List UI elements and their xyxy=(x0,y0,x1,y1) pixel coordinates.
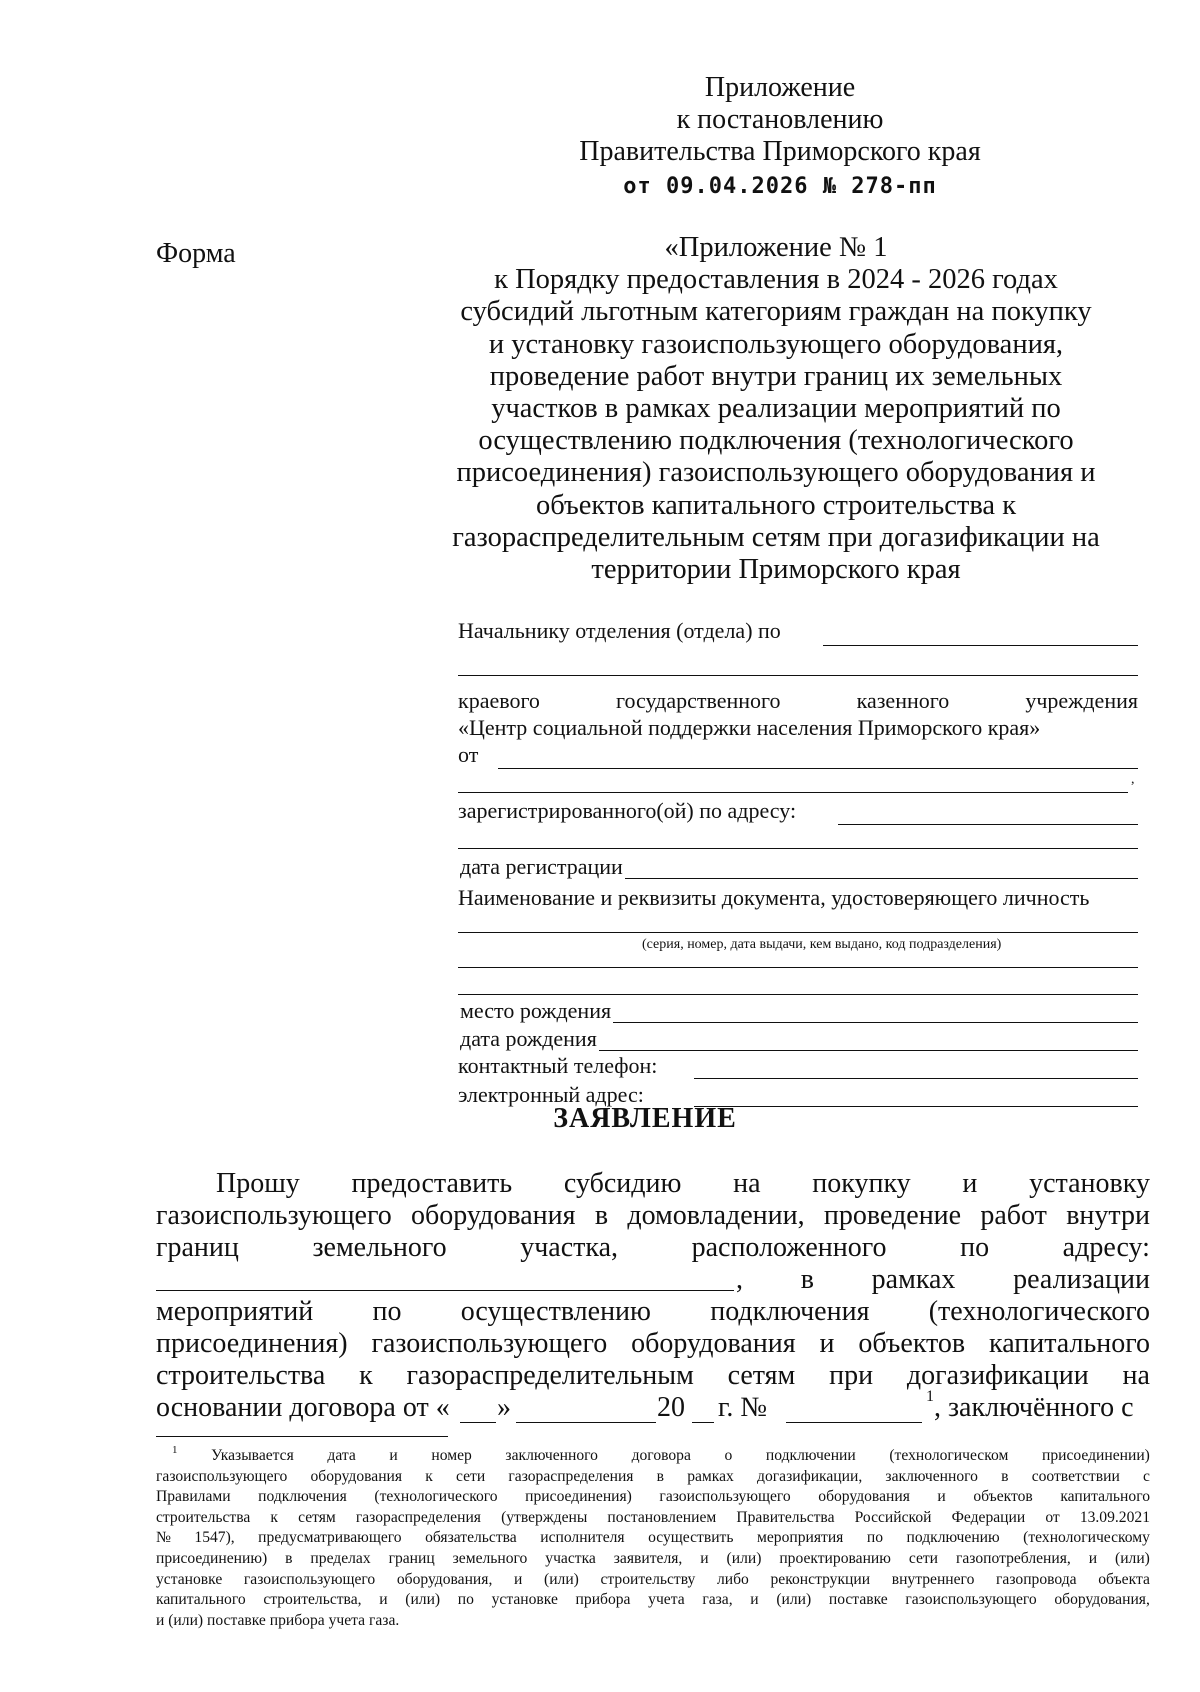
word: строительству xyxy=(600,1570,696,1588)
word: подключении xyxy=(765,1447,856,1464)
word: оборудования, xyxy=(1054,1591,1150,1609)
word: газоиспользующего xyxy=(156,1200,392,1231)
footnote-line xyxy=(156,1528,1150,1549)
word: либо xyxy=(717,1570,749,1588)
word: мероприятия xyxy=(756,1529,844,1547)
word: по xyxy=(866,1529,884,1547)
word: дата xyxy=(327,1447,356,1464)
appendix-line: территории Приморского края xyxy=(591,554,961,586)
word: установке xyxy=(156,1570,223,1588)
word: (или) xyxy=(544,1570,579,1588)
word: участка, xyxy=(520,1232,618,1263)
word: прибора xyxy=(575,1591,631,1609)
word: по xyxy=(372,1296,402,1327)
word: сети xyxy=(456,1467,486,1485)
word: проектированию xyxy=(779,1549,891,1567)
word: подключению xyxy=(906,1529,1000,1547)
appendix-line: осуществлению подключения (технологического xyxy=(478,425,1074,457)
word: (технологического xyxy=(928,1296,1150,1327)
word: на xyxy=(1122,1360,1150,1391)
word: газоиспользующего xyxy=(659,1488,791,1506)
appendix-line: присоединения) газоиспользующего оборудования и xyxy=(456,457,1096,489)
word: в xyxy=(656,1467,665,1485)
word: установке xyxy=(491,1591,558,1609)
property-address-field[interactable] xyxy=(156,1290,734,1291)
word: строительства xyxy=(156,1508,251,1526)
word: объекта xyxy=(1098,1570,1150,1588)
word: Указывается xyxy=(211,1447,294,1464)
word: капитального xyxy=(156,1591,246,1609)
appendix-line: участков в рамках реализации мероприятий по xyxy=(491,393,1061,425)
forma-label: Форма xyxy=(156,238,236,269)
word: обязательства xyxy=(425,1529,517,1547)
head-of-field[interactable] xyxy=(823,645,1138,646)
word: и xyxy=(389,1447,398,1464)
word: Правительства xyxy=(736,1508,835,1526)
statement-line xyxy=(156,1360,1150,1392)
word: субсидию xyxy=(563,1168,682,1199)
word: капитального xyxy=(1060,1488,1150,1506)
statement-line xyxy=(156,1296,1150,1328)
footnote-mark: 1 xyxy=(172,1444,178,1456)
word: догазификации, xyxy=(757,1467,863,1485)
word: Федерации xyxy=(951,1508,1026,1526)
word: 1547), xyxy=(194,1529,235,1547)
id-doc-field-3[interactable] xyxy=(458,994,1138,995)
word: работ xyxy=(980,1200,1047,1231)
word: догазификации xyxy=(906,1360,1089,1391)
institution-words xyxy=(458,688,1138,714)
appendix-line: и установку газоиспользующего оборудования, xyxy=(488,328,1064,360)
contract-month-field[interactable] xyxy=(516,1422,656,1423)
word: реконструкции xyxy=(770,1570,871,1588)
id-doc-hint: (серия, номер, дата выдачи, кем выдано, код подразделения) xyxy=(642,937,1002,952)
word: домовладении, xyxy=(627,1200,805,1231)
registered-label: зарегистрированного(ой) по адресу: xyxy=(458,798,800,824)
word: строительства xyxy=(156,1360,326,1391)
footnote-separator xyxy=(156,1436,448,1437)
word: на xyxy=(733,1168,761,1199)
from-label: от xyxy=(458,742,482,768)
head-of-label: Начальнику отделения (отдела) по xyxy=(458,618,785,644)
word: заключенного xyxy=(885,1467,978,1485)
inst-word: краевого xyxy=(458,688,540,713)
word: оборудования xyxy=(631,1328,796,1359)
word: присоединения) xyxy=(156,1328,348,1359)
word: внутреннего xyxy=(891,1570,975,1588)
word: Прошу xyxy=(216,1168,300,1199)
word: адресу: xyxy=(1062,1232,1150,1263)
id-doc-field-2[interactable] xyxy=(458,967,1138,968)
word: к xyxy=(359,1360,373,1391)
word: проведение xyxy=(823,1200,962,1231)
word: Российской xyxy=(854,1508,932,1526)
statement-line xyxy=(156,1232,1150,1264)
word: (или) xyxy=(405,1591,441,1609)
inst-word: учреждения xyxy=(1025,688,1138,713)
resolution-stamp: от 09.04.2026 № 278-пп xyxy=(623,174,937,199)
word: подключения xyxy=(710,1296,870,1327)
header-block xyxy=(520,72,1040,168)
word: покупку xyxy=(812,1168,911,1199)
word: соответствии xyxy=(1031,1467,1120,1485)
contract-basis-text: основании договора от « xyxy=(156,1392,450,1423)
id-doc-label: Наименование и реквизиты документа, удостоверяющего личность xyxy=(458,885,1093,911)
word: и xyxy=(1088,1549,1098,1567)
footnote xyxy=(156,1446,1150,1631)
word: подключения xyxy=(258,1488,347,1506)
statement-line xyxy=(736,1264,1150,1296)
word: границ xyxy=(156,1232,239,1263)
word: и xyxy=(379,1591,388,1609)
word: пределах xyxy=(310,1549,371,1567)
contract-day-field[interactable] xyxy=(460,1422,496,1423)
appendix-line: газораспределительным сетям при догазификации на xyxy=(452,521,1100,553)
word: газопотребления, xyxy=(955,1549,1071,1567)
word: в xyxy=(285,1549,293,1567)
word: газораспределения xyxy=(508,1467,634,1485)
word: газораспределительным xyxy=(406,1360,694,1391)
word: и xyxy=(700,1549,709,1567)
phone-label: контактный телефон: xyxy=(458,1053,661,1079)
footnote-line xyxy=(156,1570,1150,1591)
word: (утверждены xyxy=(501,1508,588,1526)
head-of-field-2[interactable] xyxy=(458,675,1138,676)
word: присоединению) xyxy=(156,1549,268,1567)
institution-name: «Центр социальной поддержки населения Приморского края» xyxy=(458,715,1044,741)
concluded-with-text: , заключённого с xyxy=(934,1392,1134,1423)
word: (или) xyxy=(1115,1549,1150,1567)
word: сетям xyxy=(298,1508,336,1526)
word: , xyxy=(736,1264,743,1295)
id-doc-field[interactable] xyxy=(458,932,1138,933)
word: газопровода xyxy=(996,1570,1077,1588)
word: № xyxy=(156,1529,171,1547)
word: оборудования xyxy=(310,1467,403,1485)
word: оборудования xyxy=(411,1200,576,1231)
word: в xyxy=(594,1200,609,1231)
year-prefix: 20 xyxy=(657,1392,685,1423)
inst-word: государственного xyxy=(616,688,781,713)
word: объектов xyxy=(858,1328,966,1359)
footnote-ref: 1 xyxy=(926,1388,934,1405)
word: (или) xyxy=(776,1591,812,1609)
word: заключенного xyxy=(505,1447,598,1464)
word: 13.09.2021 xyxy=(1079,1508,1150,1526)
year-suffix-number: г. № xyxy=(718,1392,768,1423)
word: номер xyxy=(431,1447,472,1464)
word: газоиспользующего xyxy=(905,1591,1037,1609)
word: присоединения) xyxy=(525,1488,632,1506)
word: о xyxy=(724,1447,733,1464)
word: газоиспользующего xyxy=(371,1328,608,1359)
word: (технологического xyxy=(374,1488,498,1506)
word: объектов xyxy=(973,1488,1033,1506)
registered-address-field[interactable] xyxy=(838,824,1138,825)
registered-address-field-2[interactable] xyxy=(458,848,1138,849)
header-line: к постановлению xyxy=(676,104,884,135)
document-title: ЗАЯВЛЕНИЕ xyxy=(553,1103,737,1134)
quote-close: » xyxy=(497,1392,511,1423)
word: рамках xyxy=(871,1264,956,1295)
contract-year-field[interactable] xyxy=(692,1422,714,1423)
applicant-name-field-2[interactable] xyxy=(458,792,1128,793)
word: и xyxy=(819,1328,835,1359)
word: оборудования, xyxy=(396,1570,493,1588)
comma-mark: , xyxy=(1131,772,1135,787)
applicant-name-field[interactable] xyxy=(498,768,1138,769)
word: осуществлению xyxy=(460,1296,651,1327)
word: осуществить xyxy=(648,1529,734,1547)
header-line: Приложение xyxy=(704,72,856,103)
word: в xyxy=(1001,1467,1009,1485)
word: оборудования xyxy=(818,1488,910,1506)
footnote-line xyxy=(156,1508,1150,1529)
word: заявителя, xyxy=(613,1549,683,1567)
word: и xyxy=(750,1591,759,1609)
appendix-line: проведение работ внутри границ их земельных xyxy=(489,360,1063,392)
word: рамках xyxy=(687,1467,734,1485)
word: от xyxy=(1045,1508,1060,1526)
inst-word: казенного xyxy=(856,688,950,713)
appendix-line: субсидий льготным категориям граждан на покупку xyxy=(460,296,1092,328)
email-label: электронный адрес: xyxy=(458,1082,648,1108)
word: в xyxy=(800,1264,814,1295)
header-line: Правительства Приморского края xyxy=(579,136,981,167)
word: по xyxy=(960,1232,990,1263)
word: договора xyxy=(631,1447,691,1464)
word: присоединении) xyxy=(1041,1447,1150,1464)
word: при xyxy=(829,1360,874,1391)
word: постановлением xyxy=(607,1508,717,1526)
statement-line xyxy=(156,1328,1150,1360)
appendix-line: объектов капитального строительства к xyxy=(535,489,1017,521)
word: газораспределения xyxy=(355,1508,481,1526)
footnote-line xyxy=(156,1467,1150,1488)
footnote-line xyxy=(156,1487,1150,1508)
appendix-reference xyxy=(440,232,1112,586)
word: (технологическом xyxy=(889,1447,1009,1464)
word: сетям xyxy=(727,1360,796,1391)
word: сети xyxy=(908,1549,939,1567)
word: и xyxy=(962,1168,978,1199)
birth-place-label: место рождения xyxy=(460,998,612,1023)
word: предоставить xyxy=(351,1168,513,1199)
appendix-line: «Приложение № 1 xyxy=(664,232,888,263)
word: (или) xyxy=(726,1549,762,1567)
footnote-line xyxy=(156,1549,1150,1570)
word: земельного xyxy=(312,1232,447,1263)
footnote-last-line: и (или) поставке прибора учета газа. xyxy=(156,1611,400,1629)
word: с xyxy=(1142,1467,1150,1485)
word: земельного xyxy=(452,1549,528,1567)
word: внутри xyxy=(1066,1200,1150,1231)
reg-date-label: дата регистрации xyxy=(460,854,623,879)
word: и xyxy=(937,1488,946,1506)
word: строительства, xyxy=(263,1591,362,1609)
word: учета xyxy=(648,1591,685,1609)
word: и xyxy=(514,1570,523,1588)
statement-line xyxy=(156,1200,1150,1232)
word: к xyxy=(270,1508,278,1526)
appendix-line: к Порядку предоставления в 2024 - 2026 годах xyxy=(494,264,1058,296)
word: газоиспользующего xyxy=(243,1570,376,1588)
word: газоиспользующего xyxy=(156,1467,288,1485)
word: установку xyxy=(1029,1168,1150,1199)
word: (технологическому xyxy=(1023,1529,1150,1547)
word: предусматривающего xyxy=(258,1529,402,1547)
word: расположенного xyxy=(691,1232,887,1263)
statement-line xyxy=(156,1168,1150,1200)
phone-field[interactable] xyxy=(694,1078,1138,1079)
word: границ xyxy=(388,1549,435,1567)
word: газа, xyxy=(702,1591,733,1609)
footnote-line xyxy=(156,1590,1150,1611)
word: исполнителя xyxy=(540,1529,625,1547)
word: капитального xyxy=(989,1328,1150,1359)
word: Правилами xyxy=(156,1488,231,1506)
word: поставке xyxy=(828,1591,888,1609)
footnote-line xyxy=(156,1446,1150,1467)
word: мероприятий xyxy=(156,1296,314,1327)
word: реализации xyxy=(1013,1264,1150,1295)
birth-date-label: дата рождения xyxy=(460,1026,597,1051)
word: к xyxy=(425,1467,433,1485)
word: по xyxy=(457,1591,474,1609)
word: участка xyxy=(545,1549,596,1567)
contract-number-field[interactable] xyxy=(786,1422,922,1423)
